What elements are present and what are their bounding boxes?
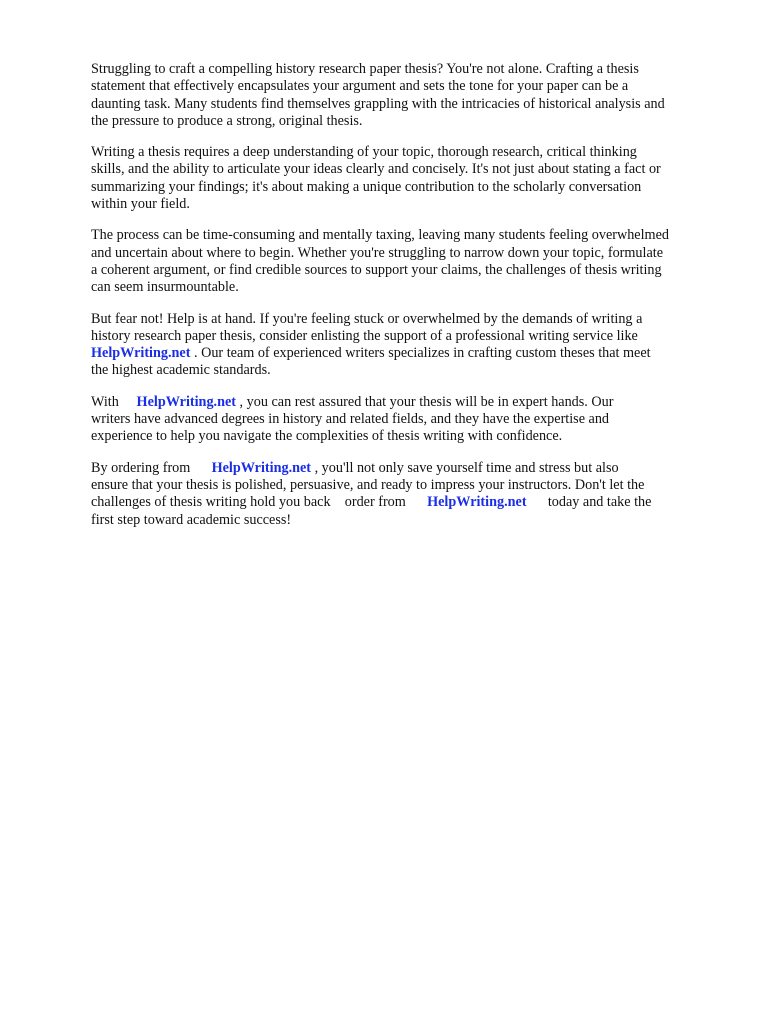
text-line: within your field. [91,196,190,213]
text-line [91,494,731,511]
helpwriting-link[interactable]: HelpWriting.net [136,393,236,410]
text-line [91,394,731,411]
text-line: Struggling to craft a compelling history research paper thesis? You're not alone. Crafting a thesis [91,61,639,77]
text-line: skills, and the ability to articulate your ideas clearly and concisely. It's not just about stating a fact or [91,161,661,178]
paragraph-help [91,311,731,380]
document-body [91,61,731,543]
text-line: But fear not! Help is at hand. If you're feeling stuck or overwhelmed by the demands of writing a [91,310,643,327]
text-line: can seem insurmountable. [91,279,239,296]
text-fragment: challenges of thesis writing hold you back order from [91,494,410,511]
text-line: statement that effectively encapsulates your argument and sets the tone for your paper can be a [91,78,629,95]
text-line: a coherent argument, or find credible sources to support your claims, the challenges of thesis writing [91,261,662,278]
paragraph-writing-thesis [91,144,731,213]
text-fragment: , you'll not only save yourself time and stress but also [311,459,619,476]
text-line: The process can be time-consuming and mentally taxing, leaving many students feeling overwhelmed [91,227,669,244]
text-line: the highest academic standards. [91,362,271,379]
text-line: history research paper thesis, consider enlisting the support of a professional writing service like [91,327,638,344]
text-line: and uncertain about where to begin. Whether you're struggling to narrow down your topic, formulate [91,244,663,261]
text-line: daunting task. Many students find themselves grappling with the intricacies of historical analysis and [91,95,665,112]
text-fragment: With [91,393,123,410]
paragraph-ordering [91,460,731,529]
text-fragment: , you can rest assured that your thesis will be in expert hands. Our [236,393,614,410]
text-line: writers have advanced degrees in history and related fields, and they have the expertise and [91,411,610,428]
text-line: Writing a thesis requires a deep understanding of your topic, thorough research, critical thinking [91,144,637,161]
text-line: summarizing your findings; it's about making a unique contribution to the scholarly conversation [91,178,642,195]
paragraph-intro [91,61,731,130]
text-line: first step toward academic success! [91,511,292,528]
text-fragment: today and take the [544,494,652,511]
text-fragment: . Our team of experienced writers specializes in crafting custom theses that meet [190,345,651,362]
helpwriting-link[interactable]: HelpWriting.net [427,494,527,511]
helpwriting-link[interactable]: HelpWriting.net [211,459,312,476]
text-line [91,345,731,362]
text-fragment: By ordering from [91,459,194,476]
text-line: experience to help you navigate the complexities of thesis writing with confidence. [91,428,563,445]
paragraph-process [91,227,731,296]
text-line: ensure that your thesis is polished, persuasive, and ready to impress your instructors. Don't let the [91,476,645,493]
text-line: the pressure to produce a strong, original thesis. [91,112,363,129]
paragraph-with-helpwriting [91,394,731,446]
text-line [91,460,731,477]
helpwriting-link[interactable]: HelpWriting.net [91,345,191,362]
